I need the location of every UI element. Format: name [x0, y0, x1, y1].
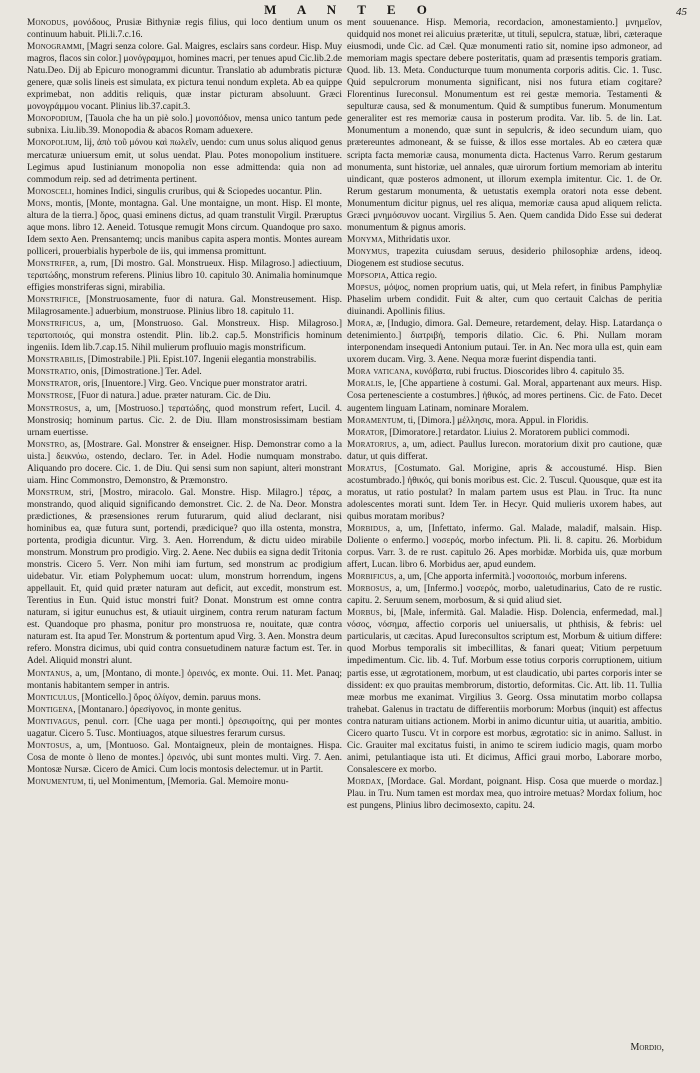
headword: Monyma	[347, 234, 383, 245]
dictionary-entry	[347, 17, 662, 234]
dictionary-entry	[347, 415, 662, 427]
dictionary-entry	[27, 390, 342, 402]
headword: Moratus	[347, 463, 384, 474]
dictionary-entry	[27, 137, 342, 185]
right-column	[347, 17, 662, 812]
entry-text: , stri, [Mostro, miracolo. Gal. Monstre. Hisp. Milagro.] τέρας, a monstrando, quod aliquid significando demonstret. Cic. 2. de Na. Deor. Monstra prædictiones, & præsensiones rerum futurarum, quid aliud declarant, nisi hominibus ea, quæ futura sunt, portendi, prædicique? quo illa ostenta, monstra, portenta, prodigia dicuntur. Virg. 3. Aen. Horrendum, & dictu uideo mirabile monstrum. Monstrum pro prodigio. Virg. 2. Aene. Nec dubiis ea signa dedit Tritonia monstris. Cicero 5. Verr. Non mihi iam furtum, sed monstrum ac prodigium uidebatur. Vir. etiam Polyphemum uocat: ulum, monstrum horrendum, ingens appellauit. Et, quid quid præter naturam aut deficit, aut excedit, monstrum est. Terentius in Eun. Quid istuc monstri fuit? Donat. Monstrum est omne contra naturam, si igitur eunuchus est, & utiauit uirginem, contra rerum naturam factum est. Quandoque pro phasma, ponitur pro monstruosa re, nouitate, quæ contra naturam est. Ita apud Ter. Monstrum & portentum apud Virg. 3. Aen. Monstra deum refero. Monstra dicimus, ubi quid contra consuetudinem naturæ factum est. Ter. in Adel. Aliquid monstri alunt.	[27, 487, 342, 667]
headword: Montosus	[27, 740, 70, 751]
headword: Mons	[27, 198, 51, 209]
headword: Monymus	[347, 246, 388, 257]
headword: Morbosus	[347, 584, 390, 595]
dictionary-entry	[27, 668, 342, 692]
entry-text: , [Magri senza colore. Gal. Maigres, esclairs sans cordeur. Hisp. Muy magros, flacos sin color.] μονόγραμμοι, homines macri, per tenues apud Cic.lib.2.de Natu.Deo. Dij ab Epicuro monogrammi dicuntur. Translatio ab adumbratis picturæ genere, quæ solis lineis est simulata, ex pictura tenui nondum expleta. Ab ea quippe exprimebat, non additis reliquis, quæ instar picturam absoluunt. Græci μονογράμμου vocant. Plinius lib.37.capit.3.	[27, 42, 342, 113]
headword: Monstrum	[27, 487, 72, 498]
entry-text: , a, um, [Che apporta infermità.] νοσοποιός, morbum inferens.	[393, 572, 627, 583]
dictionary-entry	[347, 776, 662, 812]
dictionary-entry	[27, 17, 342, 41]
entry-text: , ti, [Dimora.] μέλλησις, mora. Appul. in Floridis.	[403, 415, 589, 426]
entry-text: , a, um, [Montuoso. Gal. Montaigneux, plein de montaignes. Hispa. Cosa de monte ò lleno de montes.] ὀρεινός, ubi sunt montes multi. Virg. 7. Aen. Montosæ Nursæ. Cicero de Amici. Cum locis montosis delectemur. ut in Partit.	[27, 740, 342, 775]
dictionary-entry	[347, 607, 662, 776]
entry-text: , penul. corr. [Che uaga per monti.] ὀρεσιφοίτης, qui per montes uagatur. Cicero 5. Tusc. Montiuagos, atque siluestres ferarum cursus.	[27, 716, 342, 739]
headword: Morbidus	[347, 523, 388, 534]
headword: Monstro	[27, 439, 65, 450]
dictionary-entry	[347, 378, 662, 414]
headword: Mordax	[347, 776, 382, 787]
headword: Montigena	[27, 704, 74, 715]
entry-text: , a, um, [Infettato, infermo. Gal. Malade, maladif, malsain. Hisp. Doliente o enfermo.] νοσερός, morbo infectum. Pli. li. 8. capitu. 26. Morbidum corpus. Varr. 3. de re rust. capitulo 26. Apes morbidæ. Morbida uis, quæ morbum affert, Lucan. libro 6. Morbidus aer, apud eundem.	[347, 523, 662, 571]
headword: Mopsopia	[347, 270, 387, 281]
entry-text: , montis, [Monte, montagna. Gal. Une montaigne, un mont. Hisp. El monte, altura de la tierra.] ὄρος, quasi eminens dictus, ad quam transtulit Virgil. Præruptus aque mons. libro 12. Aeneid. Totusque remugit Mons circum. Quandoque pro saxo. Idem sexto Aen. Prensantemq; uncis manibus capita aspera montis. Montes auream polliceri, prouerbialis hyperbole de iis, qui immensa promittunt.	[27, 198, 342, 257]
entry-text: , homines Indici, singulis cruribus, qui & Sciopedes uocantur. Plin.	[71, 186, 322, 197]
entry-text: , μονόδους, Prusiæ Bithyniæ regis filius, qui loco dentium unum os continuum habuit. Pli.li.7.c.16.	[27, 18, 342, 41]
entry-text: , a, um, [Mostruoso.] τερατώδης, quod monstrum refert, Lucil. 4. Monstrosiq; hominum partus. Cic. 2. de Diu. Illam monstrosissimam bestiam urnam euertisse.	[27, 403, 342, 438]
headword: Monstrificus	[27, 319, 83, 330]
dictionary-entry	[347, 234, 662, 246]
headword: Monstrifer	[27, 258, 76, 269]
dictionary-entry	[27, 198, 342, 258]
entry-text: , [Montanaro.] ὀρεσίγονος, in monte genitus.	[73, 704, 242, 715]
dictionary-entry	[347, 246, 662, 270]
headword: Morbus	[347, 608, 380, 619]
dictionary-entry	[27, 439, 342, 487]
entry-text: , bi, [Male, infermità. Gal. Maladie. Hisp. Dolencia, enfermedad, mal.] νόσος, νόσημα, affectio corporis uel uniuersalis, ut phthisis, & febris: uel particularis, ut cæcitas. Apud Iureconsultos scriptum est, Morbum & uitium differe: quod Morbus temporalis sit imbecillitas, & fanari queat; Vitium perpetuum impedimentum. Cic. lib. 4. Tuf. Morbum esse totius corporis corruptionem, uitium partis esse, ut ægrotationem, morbum, ut est claudicatio, ubi partes corporis inter se dissident: ex quo prauitas membrorum, distortio, deformitas. Cic. Att. lib. 11. Tullia meæ morbus me exanimat. Virgilius 3. Georg. Ossa minutatim morbo collapsa trahebat. Galenus in tractatu de differentiis morborum: Morbus (inquit) est affectus contra naturam uitians actionem. Morbi in animo dicuntur uitia, ut auaritia, ambitio. Cicero quarto Tuscu. Vt in corpore est morbus, ægrotatio: sic in animo. Sallust. in Cic. Grauiter mal excitatus fuisti, in animo te scirem iudicio magis, quam morbo animi, petulantiaque ista uti. Et dicimus, Affici graui morbo, Laborare morbo, Consalescere ex morbo.	[347, 608, 662, 775]
headword: Monumentum	[27, 776, 84, 787]
entry-text: , Mithridatis uxor.	[382, 234, 451, 245]
headword: Mopsus	[347, 283, 379, 294]
dictionary-entry	[27, 692, 342, 704]
dictionary-entry	[347, 270, 662, 282]
dictionary-entry	[347, 583, 662, 607]
entry-text: , a, um, [Monstruoso. Gal. Monstreux. Hisp. Milagroso.] τερατοποιός, qui monstra ostendit. Plin. lib.2. cap.5. Monstrificis hominum ingeniis. Idem lib.7.cap.15. Nihil mulierum profluuio magis monstrificum.	[27, 319, 342, 354]
dictionary-entry	[347, 463, 662, 523]
dictionary-entry	[27, 318, 342, 354]
entry-text: , [Costumato. Gal. Morigine, apris & accoustumé. Hisp. Bien acostumbrado.] ἠθικός, qui bonis moribus est. Cic. 2. Tuscul. Quousque, quæ est ita moratus, ut ratio postulat? In malam partem usus est Plau. in Truc. Ita nunc adolescentes morati sunt. Idem Ter. in Hecyr. Quid mulieris uxorem habes, aut quibus moratam moribus?	[347, 463, 662, 522]
entry-text: , μόψος, nomen proprium uatis, qui, ut Mela refert, in finibus Pamphyliæ Phaselim urbem condidit. Fuit & alter, cum quo certauit Calchas de peritia diuinandi. Apollinis filius.	[347, 283, 662, 318]
headword: Monosceli	[27, 186, 72, 197]
entry-text: , [Dimoratore.] retardator. Liuius 2. Moratorem publici commodi.	[384, 427, 630, 438]
entry-text: , a, um, [Montano, di monte.] ὀρεινός, ex monte. Oui. 11. Met. Panaq; montanis habitantem semper in antris.	[27, 668, 342, 691]
headword: Monstrose	[27, 391, 74, 402]
entry-text: , as, [Mostrare. Gal. Monstrer & enseigner. Hisp. Demonstrar como a la uista.] δεικνύω, ostendo, declaro. Ter. in Adel. Hodie numquam monstrabo. Aliquando pro docere. Cic. 1. de Diu. Qui sensi sum non sapiunt, alteri monstrant uiam. Hinc Commonstro, Demonstro, & Præmonstro.	[27, 439, 342, 486]
dictionary-entry	[347, 282, 662, 318]
entry-text: , Attica regio.	[386, 270, 437, 281]
headword: Monopodium	[27, 114, 81, 125]
entry-text: , oris, [Inuentore.] Virg. Geo. Vncique puer monstrator aratri.	[78, 379, 308, 390]
entry-text: , lij, ἀπὸ τοῦ μόνου καὶ πωλεῖν, uendo: cum unus solus aliquod genus mercaturæ uniuersum emit, ut solus uendat. Plau. Potes monopolium instituere. Legimus apud Iustinianum monopolia non esse admittenda: quia non ad commodum reip. sed ad detrimenta pertinent.	[27, 138, 342, 185]
headword: Monogrammi	[27, 42, 83, 53]
dictionary-entry	[347, 318, 662, 366]
headword: Monopolium	[27, 138, 80, 149]
dictionary-entry	[27, 294, 342, 318]
dictionary-entry	[27, 113, 342, 137]
headword: Monticulus	[27, 692, 77, 703]
dictionary-entry	[347, 439, 662, 463]
headword: Monstrator	[27, 379, 79, 390]
entry-text: , [Tauola che ha un piè solo.] μονοπόδιον, mensa unico tantum pede subnixa. Liu.lib.39. Monopodia & abacos Romam aduexere.	[27, 114, 342, 137]
headword: Monstrosus	[27, 403, 79, 414]
dictionary-entry	[27, 403, 342, 439]
dictionary-entry	[347, 523, 662, 571]
headword: Montivagus	[27, 716, 78, 727]
headword: Monstrabilis	[27, 355, 84, 366]
entry-text: , [Fuor di natura.] adue. præter naturam. Cic. de Diu.	[73, 391, 271, 402]
entry-text: ment souuenance. Hisp. Memoria, recordacion, amonestamiento.] μνημεῖον, quidquid nos monet rei alicuius præteritæ, ut tituli, sepulcra, statuæ, libri, cæteraque eiusmodi, unde Cic. ad Cæl. Quæ monumenti ratio sit, nomine ipso admoneor, ad memoriam magis spectare debere posteritatis, quam ad præsentis temporis gratiam. Quod. lib. 13. Meta. Conducturque tuum monumenta corporis aditis. Cic. 1. Tusc. Quid sepulcrorum monumenta significant, nisi nos futura etiam cogitare? Florentinus Iureconsul. Monumentum est rei gestæ memoria. Testamenti & sepulturæ causa, sed & monumentum. Quid & sumptibus funerum. Monumentum generaliter est res memoriæ causa in posterum prodita. Var. lib. 5. de lin. Lat. Monumentum a monendo, quæ sunt in sepulcris, & ideo secundum uiam, quo prætereuntes admoneant, & se fuisse, & illos esse mortales. Ab eo cætera quæ scripta facta memoriæ causa, monumenta dicta. Hactenus Varro. Rerum gestarum monumenta, sunt historiæ, uel annales, quæ uirorum fortium memoriam ab interitu uindicant, quæ posteros admonent, ut illorum exempla imitentur. Cic. 1. de Or. Rerum gestarum monumenta, & uetustatis exempla oratori nota esse debent. Monumentum dicitur pignus, uel res aliqua, memoriæ causa apud aliquem relicta. Græci μνημόσυνον uocant. Virgilius 5. Aen. Quem candida Dido Esse sui dederat monumentum & pignus amoris.	[347, 18, 662, 233]
entry-text: , [Monticello.] ὄρος ὀλίγον, demin. paruus mons.	[76, 692, 261, 703]
dictionary-entry	[27, 366, 342, 378]
headword: Moralis	[347, 379, 382, 390]
left-column	[27, 17, 342, 788]
dictionary-entry	[27, 704, 342, 716]
dictionary-entry	[27, 186, 342, 198]
headword: Morator	[347, 427, 385, 438]
entry-text: , trapezita cuiusdam seruus, desiderio philosophiæ ardens, ideoq. Diogenem est studiose secutus.	[347, 246, 662, 269]
entry-text: , ti, uel Monimentum, [Memoria. Gal. Memoire monu-	[83, 776, 289, 787]
dictionary-entry	[27, 487, 342, 668]
entry-text: , [Monstruosamente, fuor di natura. Gal. Monstreusement. Hisp. Milagrosamente.] aduerbium, monstruose. Plinius libro 18. capitulo 11.	[27, 295, 342, 318]
dictionary-entry	[27, 776, 342, 788]
headword: Mora	[347, 319, 371, 330]
dictionary-entry	[347, 427, 662, 439]
dictionary-entry	[27, 716, 342, 740]
entry-text: , le, [Che appartiene à costumi. Gal. Moral, appartenant aux meurs. Hisp. Cosa pertenesciente a costumbres.] ἠθικός, ad mores pertinens. Cic. de Fato. Decet augentem linguam Latinam, nominare Moralem.	[347, 379, 662, 414]
entry-text: , [Dimostrabile.] Pli. Epist.107. Ingenii elegantia monstrabilis.	[83, 355, 317, 366]
entry-text: , [Mordace. Gal. Mordant, poignant. Hisp. Cosa que muerde o mordaz.] Plau. in Tru. Num tamen est mordax mea, quo introire metuas? Mordax folium, hoc est pungens, Plinius libro decimosexto, capitu. 24.	[347, 776, 662, 812]
running-head: M A N T E O	[264, 2, 436, 17]
dictionary-entry	[27, 740, 342, 776]
headword: Monstrifice	[27, 295, 78, 306]
page-number: 45	[676, 6, 687, 18]
entry-text: , a, um, [Infermo.] νοσερός, morbo, ualetudinarius, Cato de re rustic. capitu. 2. Seruum senem, morbosum, & si quid aliud siet.	[347, 584, 662, 607]
headword: Moratorius	[347, 439, 397, 450]
entry-text: , a, um, adiect. Paullus Iurecon. moratorium dixit pro cautione, quæ datur, ut quis differat.	[347, 439, 662, 462]
entry-text: , æ, [Indugio, dimora. Gal. Demeure, retardement, delay. Hisp. Latardança o detenimiento.] διατριβή, temporis dilatio. Cic. 6. Phi. Nullam moram interponendam insequedi Antonium putaui. Ter. in An. Nec mora ulla est, quin eam uxorem ducam. Virg. 3. Aene. Nequa moræ fuerint dispendia tanti.	[347, 319, 662, 366]
headword: Montanus	[27, 668, 70, 679]
entry-text: , onis, [Dimostratione.] Ter. Adel.	[76, 367, 202, 378]
entry-text: , a, rum, [Di mostro. Gal. Monstrueux. Hisp. Milagroso.] adiectiuum, τερατώδης, monstrum referens. Plinius libro 10. capitulo 30. Animalia hominumque effigies monstriferas signi, mirabilia.	[27, 258, 342, 294]
headword: Monstratio	[27, 367, 77, 378]
headword: Morbificus	[347, 572, 394, 583]
dictionary-entry	[27, 378, 342, 390]
headword: Moramentum	[347, 415, 404, 426]
catchword: Mordio,	[630, 1042, 664, 1053]
entry-text: , κυνόβατα, rubi fructus. Dioscorides libro 4. capitulo 35.	[409, 367, 625, 378]
headword: Mora vaticana	[347, 367, 410, 378]
dictionary-entry	[347, 571, 662, 583]
dictionary-entry	[27, 354, 342, 366]
dictionary-entry	[27, 258, 342, 294]
dictionary-entry	[27, 41, 342, 113]
headword: Monodus	[27, 18, 66, 28]
dictionary-entry	[347, 366, 662, 378]
